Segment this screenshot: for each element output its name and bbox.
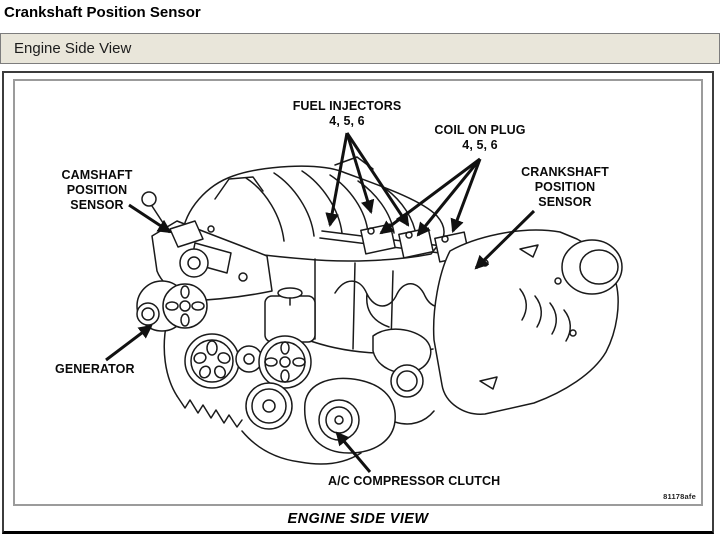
section-header-label: Engine Side View	[14, 40, 132, 57]
figure-reference-code: 81178afe	[663, 492, 696, 501]
engine-line-art	[15, 81, 701, 504]
engine-diagram	[13, 79, 703, 506]
callout-camshaft-position-sensor	[62, 168, 133, 213]
callout-camshaft-line2: POSITION	[66, 183, 128, 197]
arrow-generator	[106, 326, 151, 360]
page-title: Crankshaft Position Sensor	[4, 4, 201, 21]
callout-fuel-injectors-line2: 4, 5, 6	[329, 114, 365, 128]
callout-fuel-injectors-line1: FUEL INJECTORS	[292, 99, 402, 113]
callout-crankshaft-line1: CRANKSHAFT	[521, 165, 609, 179]
section-header-bar[interactable]	[0, 33, 720, 64]
callout-ac-compressor-clutch: A/C COMPRESSOR CLUTCH	[328, 474, 501, 488]
callout-coil-on-plug-line1: COIL ON PLUG	[434, 123, 526, 137]
callout-crankshaft-line2: POSITION	[534, 180, 596, 194]
callout-generator: GENERATOR	[55, 362, 135, 376]
callout-crankshaft-position-sensor	[521, 165, 609, 210]
figure-caption: ENGINE SIDE VIEW	[287, 511, 429, 527]
arrow-camshaft-position-sensor	[129, 205, 170, 232]
callout-camshaft-line1: CAMSHAFT	[61, 168, 133, 182]
figure-panel	[2, 71, 714, 534]
callout-crankshaft-line3: SENSOR	[538, 195, 592, 209]
callout-coil-on-plug	[434, 123, 525, 153]
callout-fuel-injectors	[293, 99, 402, 129]
callout-camshaft-line3: SENSOR	[70, 198, 124, 212]
callout-coil-on-plug-line2: 4, 5, 6	[462, 138, 498, 152]
